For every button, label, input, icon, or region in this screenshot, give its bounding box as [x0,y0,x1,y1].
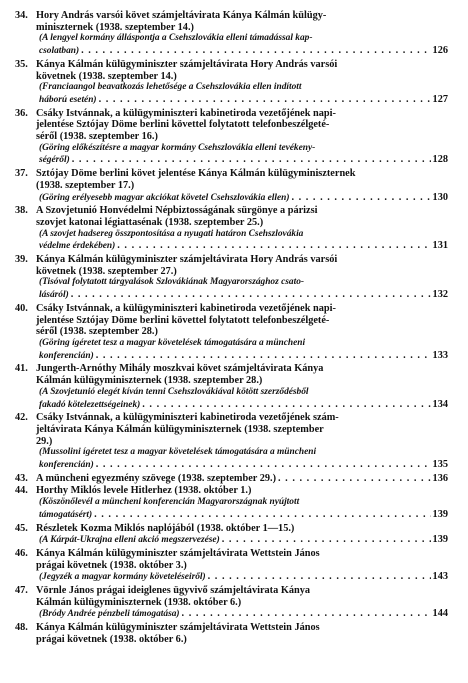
entry-note-line: (Göring előkészítésre a magyar kormány Csehszlovákia elleni tevékeny- [39,142,316,153]
entry-note-line: (A Szovjetunió elegét kíván tenni Csehszlovákiával kötött szerződésből [39,386,309,397]
entry-number: 37. [15,168,28,180]
entry-title-line: Kálmán külügyminiszternek (1938. szeptember 28.) [36,375,263,387]
entry-title-line: Hory András varsói követ számjeltávirata Kánya Kálmán külügy- [36,10,327,21]
page-number: 128 [432,154,448,166]
entry-title-line: (1938. szeptember 17.) [36,179,135,191]
page-number: 131 [432,240,448,252]
entry-title-line: Sztójay Döme berlini követ jelentése Kánya Kálmán külügyminiszternek [36,168,356,180]
dot-leader [72,154,431,166]
dot-leader [182,608,431,620]
entry-note-line: csolatban) . . . 126 [36,45,448,58]
entry-note-line: (Jegyzék a magyar kormány követeléseiről) . . . 143 [36,571,448,584]
page-number: 132 [432,289,448,301]
entry-number: 44. [15,485,28,497]
page-number: 139 [432,508,448,520]
toc-entry [0,485,468,521]
entry-note-line: támogatásért) . . . 139 [36,509,448,522]
entry-title-line: Kálmán külügyminiszternek (1938. október 6.) [36,596,242,608]
entry-title-line: prágai követnek (1938. október 6.) [36,633,187,645]
entry-title-line: szovjet katonai légiattasénak (1938. szeptember 25.) [36,216,264,228]
entry-note-line: (Bródy Andrée pénzbeli támogatása) . . . 144 [36,608,448,621]
toc-entry [0,205,468,253]
entry-title-line: séről (1938. szeptember 16.) [36,131,158,143]
entry-title-line: Csáky Istvánnak, a külügyminiszteri kabinetiroda vezetőjének napi- [36,302,336,314]
entry-title-line: 29.) [36,435,53,447]
entry-title-line: jelentése Sztójay Döme berlini követtel folytatott telefonbeszélgeté- [36,119,330,131]
entry-title-line: jeltávirata Kánya Kálmán külügyminiszternek (1938. szeptember [36,423,324,435]
entry-title-line: Jungerth-Arnóthy Mihály moszkvai követ számjeltávirata Kánya [36,363,324,375]
dot-leader [96,459,431,471]
entry-number: 48. [15,622,28,634]
dot-leader [142,399,430,411]
toc-entry [0,108,468,168]
entry-note-line: (Göring erélyesebb magyar akciókat követel Csehszlovákia ellen) . . . 130 [36,192,448,205]
toc-entry [0,10,468,58]
dot-leader [222,534,431,546]
dot-leader [81,45,430,57]
page-number: 126 [432,45,448,57]
page-number: 139 [432,534,448,546]
entry-title-line: séről (1938. szeptember 28.) [36,326,158,338]
toc-entry [0,412,468,472]
entry-title-line: követnek (1938. szeptember 14.) [36,70,177,82]
toc-entry [0,303,468,363]
entry-title-line: Horthy Miklós levele Hitlerhez (1938. október 1.) [36,485,252,497]
toc-entry [0,168,468,204]
entry-title-line: Kánya Kálmán külügyminiszter számjeltávirata Hory András varsói [36,58,338,70]
page-number: 143 [432,571,448,583]
dot-leader [278,473,431,485]
entry-note-line: (Tisóval folytatott tárgyalások Szlovákiának Magyarországhoz csato- [39,277,305,288]
dot-leader [71,289,431,301]
entry-title-line: Részletek Kozma Miklós naplójából (1938. október 1—15.) [36,522,295,534]
entry-title-line: jelentése Sztójay Döme berlini követtel folytatott telefonbeszélgeté- [36,314,330,326]
entry-note-line: (A lengyel kormány álláspontja a Csehszlovákia elleni támadással kap- [39,33,313,44]
entry-note-line: (Köszönőlevél a müncheni konferencián Magyarországnak nyújtott [39,497,300,508]
toc-entry [0,59,468,107]
entry-note-line: (Franciaangol beavatkozás lehetősége a Csehszlovákia ellen indított [39,82,302,93]
page-number: 133 [432,349,448,361]
toc-entry [0,254,468,302]
entry-number: 45. [15,522,28,534]
entry-title-line: Kánya Kálmán külügyminiszter számjeltávirata Hory András varsói [36,254,338,266]
dot-leader [291,192,430,204]
entry-note-line: háború esetén) . . . 127 [36,94,448,107]
toc-entry [0,363,468,411]
entry-title-line: prágai követnek (1938. október 3.) [36,559,187,571]
entry-note-line: (A szovjet hadsereg összpontosítása a nyugati határon Csehszlovákia [39,228,304,239]
entry-number: 40. [15,302,28,314]
entry-number: 47. [15,585,28,597]
entry-note-line: konferencián) . . . 135 [36,459,448,472]
entry-note-line: (Göring ígéretet tesz a magyar követelések támogatására a müncheni [39,337,306,348]
entry-note-line: védelme érdekében) . . . 131 [36,240,448,253]
page-number: 127 [432,93,448,105]
entry-number: 35. [15,58,28,70]
entry-number: 38. [15,205,28,217]
dot-leader [96,350,431,362]
page-number: 136 [432,472,448,484]
entry-number: 39. [15,254,28,266]
entry-title-line: Csáky Istvánnak, a külügyminiszteri kabinetiroda vezetőjének napi- [36,107,336,119]
toc-entry [0,523,468,547]
entry-note-line: lásáról) . . . 132 [36,289,448,302]
page-number: 135 [432,459,448,471]
entry-title-line: miniszternek (1938. szeptember 14.) [36,21,194,33]
entry-note-line: fakadó kötelezettségeinek) . . . 134 [36,399,448,412]
entry-note-line: (Mussolini ígéretet tesz a magyar követelések támogatására a müncheni [39,447,317,458]
entry-title-line: A müncheni egyezmény szövege (1938. szeptember 29.) . . . 136 [36,473,448,485]
dot-leader [99,94,431,106]
entry-title-line: Csáky Istvánnak, a külügyminiszteri kabinetiroda vezetőjének szám- [36,412,339,424]
dot-leader [117,240,430,252]
entry-note-line: ségéről) . . . 128 [36,154,448,167]
entry-title-line: követnek (1938. szeptember 27.) [36,265,177,277]
entry-number: 41. [15,363,28,375]
entry-number: 36. [15,107,28,119]
toc-entry [0,548,468,584]
entry-number: 43. [15,472,28,484]
entry-title-line: Kánya Kálmán külügyminiszter számjeltávirata Wettstein János [36,547,320,559]
page-number: 134 [432,398,448,410]
toc-entry [0,622,468,645]
entry-note-line: konferencián) . . . 133 [36,350,448,363]
page-number: 130 [432,191,448,203]
toc-entry [0,585,468,621]
entry-number: 34. [15,10,28,21]
entry-number: 42. [15,412,28,424]
entry-title-line: A Szovjetunió Honvédelmi Népbiztosságának sürgönye a párizsi [36,205,318,217]
page-number: 144 [432,608,448,620]
dot-leader [94,509,430,521]
entry-note-line: (A Kárpát-Ukrajna elleni akció megszervezése) . . . 139 [36,534,448,547]
entry-number: 46. [15,547,28,559]
dot-leader [208,571,431,583]
toc-entry [0,473,468,485]
entry-title-line: Vörnle János prágai ideiglenes ügyvivő számjeltávirata Kánya [36,585,310,597]
entry-title-line: Kánya Kálmán külügyminiszter számjeltávirata Wettstein János [36,622,320,634]
